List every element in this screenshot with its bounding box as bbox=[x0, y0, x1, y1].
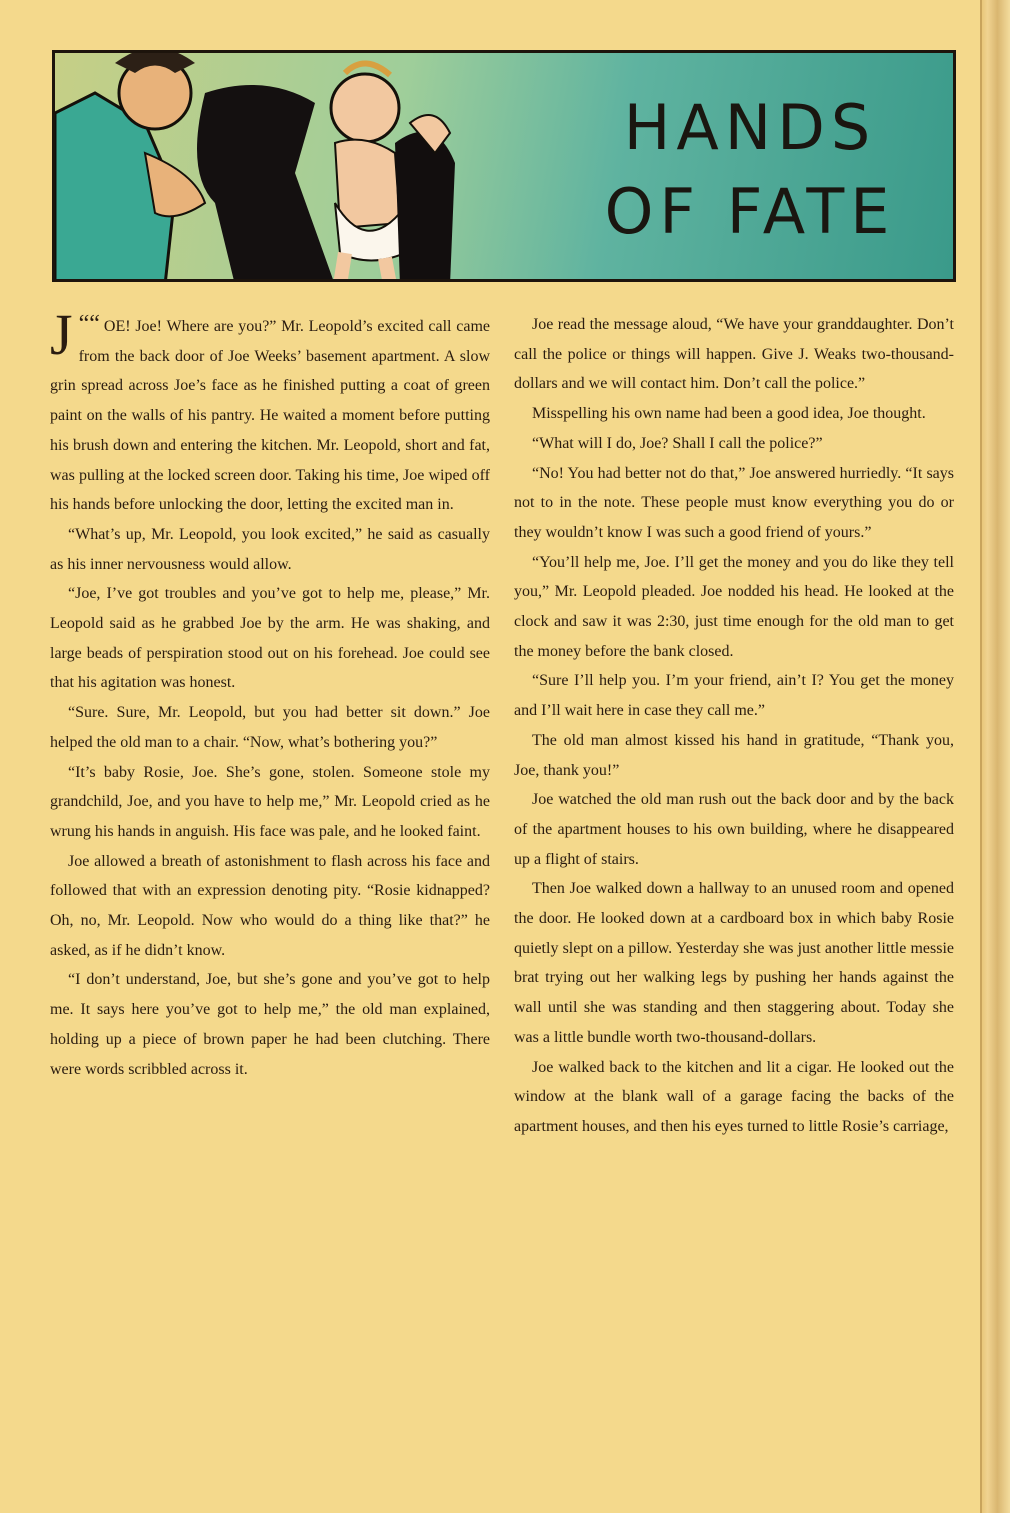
title-line-2: OF FATE bbox=[604, 175, 896, 248]
right-column bbox=[514, 310, 954, 1142]
opening-quote: ““ bbox=[78, 311, 100, 337]
story-paragraph-9: Misspelling his own name had been a good idea, Joe thought. bbox=[532, 405, 926, 423]
shadow-hands bbox=[395, 132, 455, 282]
toddler-head bbox=[331, 74, 399, 142]
story-paragraph-2: “What’s up, Mr. Leopold, you look excited,” he said as casually as his inner nervousness would allow. bbox=[50, 525, 490, 573]
story-paragraph-1 bbox=[50, 302, 490, 520]
story-paragraph-6: Joe allowed a breath of astonishment to flash across his face and followed that with an expression denoting pity. “Rosie kidnapped? Oh, no, Mr. Leopold. Now who would do a thing like that?” he asked, as if he didn’t know. bbox=[50, 852, 490, 959]
story-paragraph-15: Joe watched the old man rush out the back door and by the back of the apartment houses to his own building, where he disappeared up a flight of stairs. bbox=[514, 791, 954, 868]
story-paragraph-12: “You’ll help me, Joe. I’ll get the money and you do like they tell you,” Mr. Leopold pleaded. Joe nodded his head. He looked at the clock and saw it was 2:30, just time enough for the old man to get the money before the bank closed. bbox=[514, 553, 954, 660]
story-paragraph-14: The old man almost kissed his hand in gratitude, “Thank you, Joe, thank you!” bbox=[514, 731, 954, 779]
story-paragraph-13: “Sure I’ll help you. I’m your friend, ain’t I? You get the money and I’ll wait here in case they call me.” bbox=[514, 672, 954, 720]
story-paragraph-3: “Joe, I’ve got troubles and you’ve got to help me, please,” Mr. Leopold said as he grabbed Joe by the arm. He was shaking, and large beads of perspiration stood out on his forehead. Joe could see that his agitation was honest. bbox=[50, 585, 490, 692]
story-paragraph-5: “It’s baby Rosie, Joe. She’s gone, stolen. Someone stole my grandchild, Joe, and you have to help me,” Mr. Leopold cried as he wrung his hands in anguish. His face was pale, and he looked faint. bbox=[50, 763, 490, 840]
man-hands bbox=[145, 153, 205, 216]
toddler-body bbox=[335, 140, 400, 228]
story-paragraph-10: “What will I do, Joe? Shall I call the police?” bbox=[532, 434, 823, 452]
left-column bbox=[50, 302, 490, 1084]
paragraph-text: OE! Joe! Where are you?” Mr. Leopold’s excited call came from the back door of Joe Weeks’ basement apartment. A slow grin spread across Joe’s face as he finished putting a coat of green paint on the walls of his pantry. He waited a moment before putting his brush down and entering the kitchen. Mr. Leopold, short and fat, was pulling at the locked screen door. Taking his time, Joe wiped off his hands before unlocking the door, letting the excited man in. bbox=[50, 318, 490, 514]
story-paragraph-17: Joe walked back to the kitchen and lit a cigar. He looked out the window at the blank wall of a garage facing the backs of the apartment houses, and then his eyes turned to little Rosie’s carriage, bbox=[514, 1058, 954, 1135]
title-panel bbox=[52, 50, 956, 282]
story-paragraph-4: “Sure. Sure, Mr. Leopold, but you had better sit down.” Joe helped the old man to a chair. “Now, what’s bothering you?” bbox=[50, 704, 490, 751]
page-edge bbox=[980, 0, 1010, 1513]
story-paragraph-7: “I don’t understand, Joe, but she’s gone and you’ve got to help me. It says here you’ve got to help me,” the old man explained, holding up a piece of brown paper he had been clutching. There were words scribbled across it. bbox=[50, 971, 490, 1078]
story-paragraph-16: Then Joe walked down a hallway to an unused room and opened the door. He looked down at a cardboard box in which baby Rosie quietly slept on a pillow. Yesterday she was just another little messie brat trying out her walking legs by pushing her hands against the wall until she was standing and then staggering about. Today she was a little bundle worth two-thousand-dollars. bbox=[514, 880, 954, 1046]
dropcap: J bbox=[50, 302, 73, 367]
story-paragraph-8: Joe read the message aloud, “We have your granddaughter. Don’t call the police or things will happen. Give J. Weaks two-thousand-dollars and we will contact him. Don’t call the police.” bbox=[514, 316, 954, 393]
shadow-figure bbox=[197, 85, 335, 282]
title-line-1: HANDS bbox=[623, 91, 877, 164]
story-paragraph-11: “No! You had better not do that,” Joe answered hurriedly. “It says not to in the note. These people must know everything you do or they wouldn’t know I was such a good friend of yours.” bbox=[514, 464, 954, 541]
